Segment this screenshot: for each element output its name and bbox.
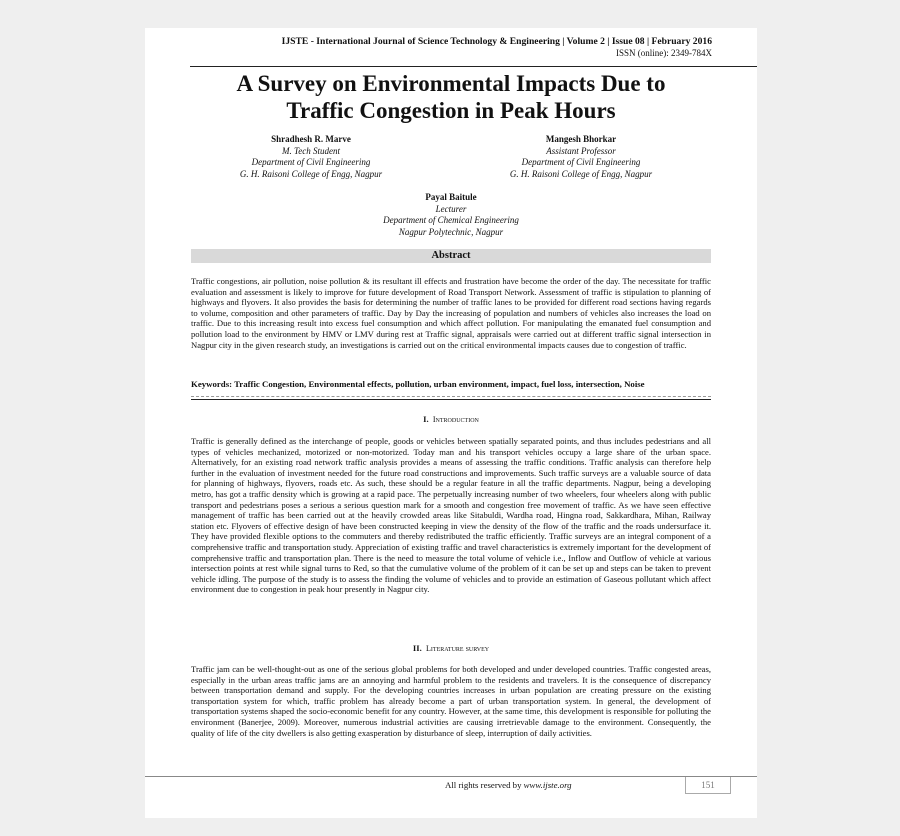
abstract-text: Traffic congestions, air pollution, noise pollution & its resultant ill effects and frustration have become the order of the day. The necessitate for traffic evaluation and assessment is likely to improve for future development of Road Transport Network. Assessment of traffic is stipulation to planning of highways and flyovers. It also provides the basis for determining the number of traffic lanes to be provided for different road sections having regards to volume, composition and other parameters of traffic. Day by Day the increasing of population and numbers of vehicles also increases the load on traffic. Due to this increasing result into excess fuel consumption and which affect pollution. For manipulating the emanated fuel consumption and pollution load to the environment by HMV or LMV during rest at Traffic signal, appraisals were carried out at different traffic signal intersection in Nagpur city in the given research study, an investigations is carried out on the critical environmental impacts causes due to congestion of traffic. bbox=[191, 276, 711, 350]
author-name: Payal Baitule bbox=[425, 192, 477, 202]
keywords: Keywords: Traffic Congestion, Environmental effects, pollution, urban environment, impact, fuel loss, intersection, Noise bbox=[191, 379, 645, 389]
section-number: I. bbox=[423, 414, 429, 424]
paper-page bbox=[145, 28, 757, 818]
author-inst: G. H. Raisoni College of Engg, Nagpur bbox=[239, 168, 383, 179]
author-dept: Department of Civil Engineering bbox=[521, 157, 641, 167]
paper-title bbox=[191, 70, 711, 124]
author-block-2 bbox=[481, 134, 681, 180]
section-heading-literature bbox=[191, 643, 711, 654]
author-dept: Department of Civil Engineering bbox=[251, 157, 371, 167]
author-block-1 bbox=[211, 134, 411, 180]
introduction-text: Traffic is generally defined as the interchange of people, goods or vehicles between spatially separated points, and thus includes pedestrians and all types of vehicles mechanized, motorized or non-motorized. Today man and his transport vehicles occupy a large share of the urban space. Alternatively, for an existing road network traffic analysis provides a means of assessing the traffic conditions. Traffic analysis can therefore help further in the evaluation of investment needed for the future road constructions and improvements. Such traffic surveys are a valuable source of data for planning of highways, flyovers, roads etc. As such, these should be a regular feature in all the traffic departments. Nagpur, being a developing metro, has got a traffic density which is growing at a rapid pace. The perpetually increasing number of two wheelers, four wheelers along with public transport and pedestrians poses a serious a serious question mark for a smooth and congestion free movement of traffic. As we have seen effective management of traffic has been carried out at the heavily crowded areas like Sitabuldi, Wardha road, Hingna road, Sakkardhara, Mihan, Railway station etc. Flyovers of effective design of have been constructed keeping in view the density of the flow of the traffic and the roads undersurface it. They have provided flexible options to the commuters and thereby redistributed the traffic efficiently. Traffic surveys are an integral component of a comprehensive traffic and transportation study. Appreciation of existing traffic and travel characteristics is extremely important for the development of comprehensive traffic and transportation plan. There is the need to measure the total volume of vehicle i.e., Inflow and Outflow of vehicle at various intersection points at rest while signal turns to Red, so that the cumulative volume of the problem of it can be set up and steps can be taken to prevent vehicle idling. The purpose of the study is to assess the finding the volume of vehicles and to provide an estimation of Gaseous pollutant which affect environment due to congestion in peak hour presently in Nagpur city. bbox=[191, 436, 711, 595]
author-name: Mangesh Bhorkar bbox=[545, 134, 617, 144]
author-role: M. Tech Student bbox=[282, 145, 340, 156]
footer-rule bbox=[145, 776, 757, 777]
title-line-1: A Survey on Environmental Impacts Due to bbox=[236, 71, 666, 96]
journal-header: IJSTE - International Journal of Science Technology & Engineering | Volume 2 | Issue 08 | February 2016 bbox=[281, 36, 712, 47]
footer-rights bbox=[445, 780, 572, 791]
abstract-heading: Abstract bbox=[191, 249, 711, 263]
section-number: II. bbox=[412, 643, 422, 653]
section-heading-introduction bbox=[191, 414, 711, 425]
author-inst: Nagpur Polytechnic, Nagpur bbox=[398, 226, 504, 237]
author-inst: G. H. Raisoni College of Engg, Nagpur bbox=[509, 168, 653, 179]
journal-url[interactable]: www.ijste.org bbox=[523, 780, 572, 790]
keywords-rule bbox=[191, 396, 711, 397]
title-line-2: Traffic Congestion in Peak Hours bbox=[286, 98, 616, 123]
author-role: Lecturer bbox=[435, 203, 467, 214]
section-title: Literature survey bbox=[426, 644, 490, 653]
author-name: Shradhesh R. Marve bbox=[271, 134, 351, 144]
section-title: Introduction bbox=[432, 415, 479, 424]
page-number: 151 bbox=[685, 777, 731, 794]
section-divider bbox=[191, 399, 711, 400]
issn-line: ISSN (online): 2349-784X bbox=[616, 48, 712, 58]
author-role: Assistant Professor bbox=[546, 145, 616, 156]
header-rule bbox=[190, 66, 757, 67]
author-dept: Department of Chemical Engineering bbox=[383, 215, 519, 225]
rights-text: All rights reserved by bbox=[445, 780, 524, 790]
author-block-3 bbox=[351, 192, 551, 238]
literature-text: Traffic jam can be well-thought-out as one of the serious global problems for both developed and under developed countries. Traffic congested areas, especially in the urban areas traffic jams are an annoying and harmful problem to the residents and travelers. It is the consequence of discrepancy between transportation demand and supply. For the developing countries increases in urban population are creating pressure on the existing transportation system for which, traffic problem has already become a part of urban transportation system. In general, the development of transportation systems shaped the socio-economic benefit for any country. However, at the same time, this development is responsible for polluting the environment (Banerjee, 2009). Moreover, numerous industrial activities are causing irretrievable damage to the environment. Consequently, the quality of life of the city dwellers is also getting exasperation by disturbance of sleep, interruption of daily activities. bbox=[191, 664, 711, 738]
